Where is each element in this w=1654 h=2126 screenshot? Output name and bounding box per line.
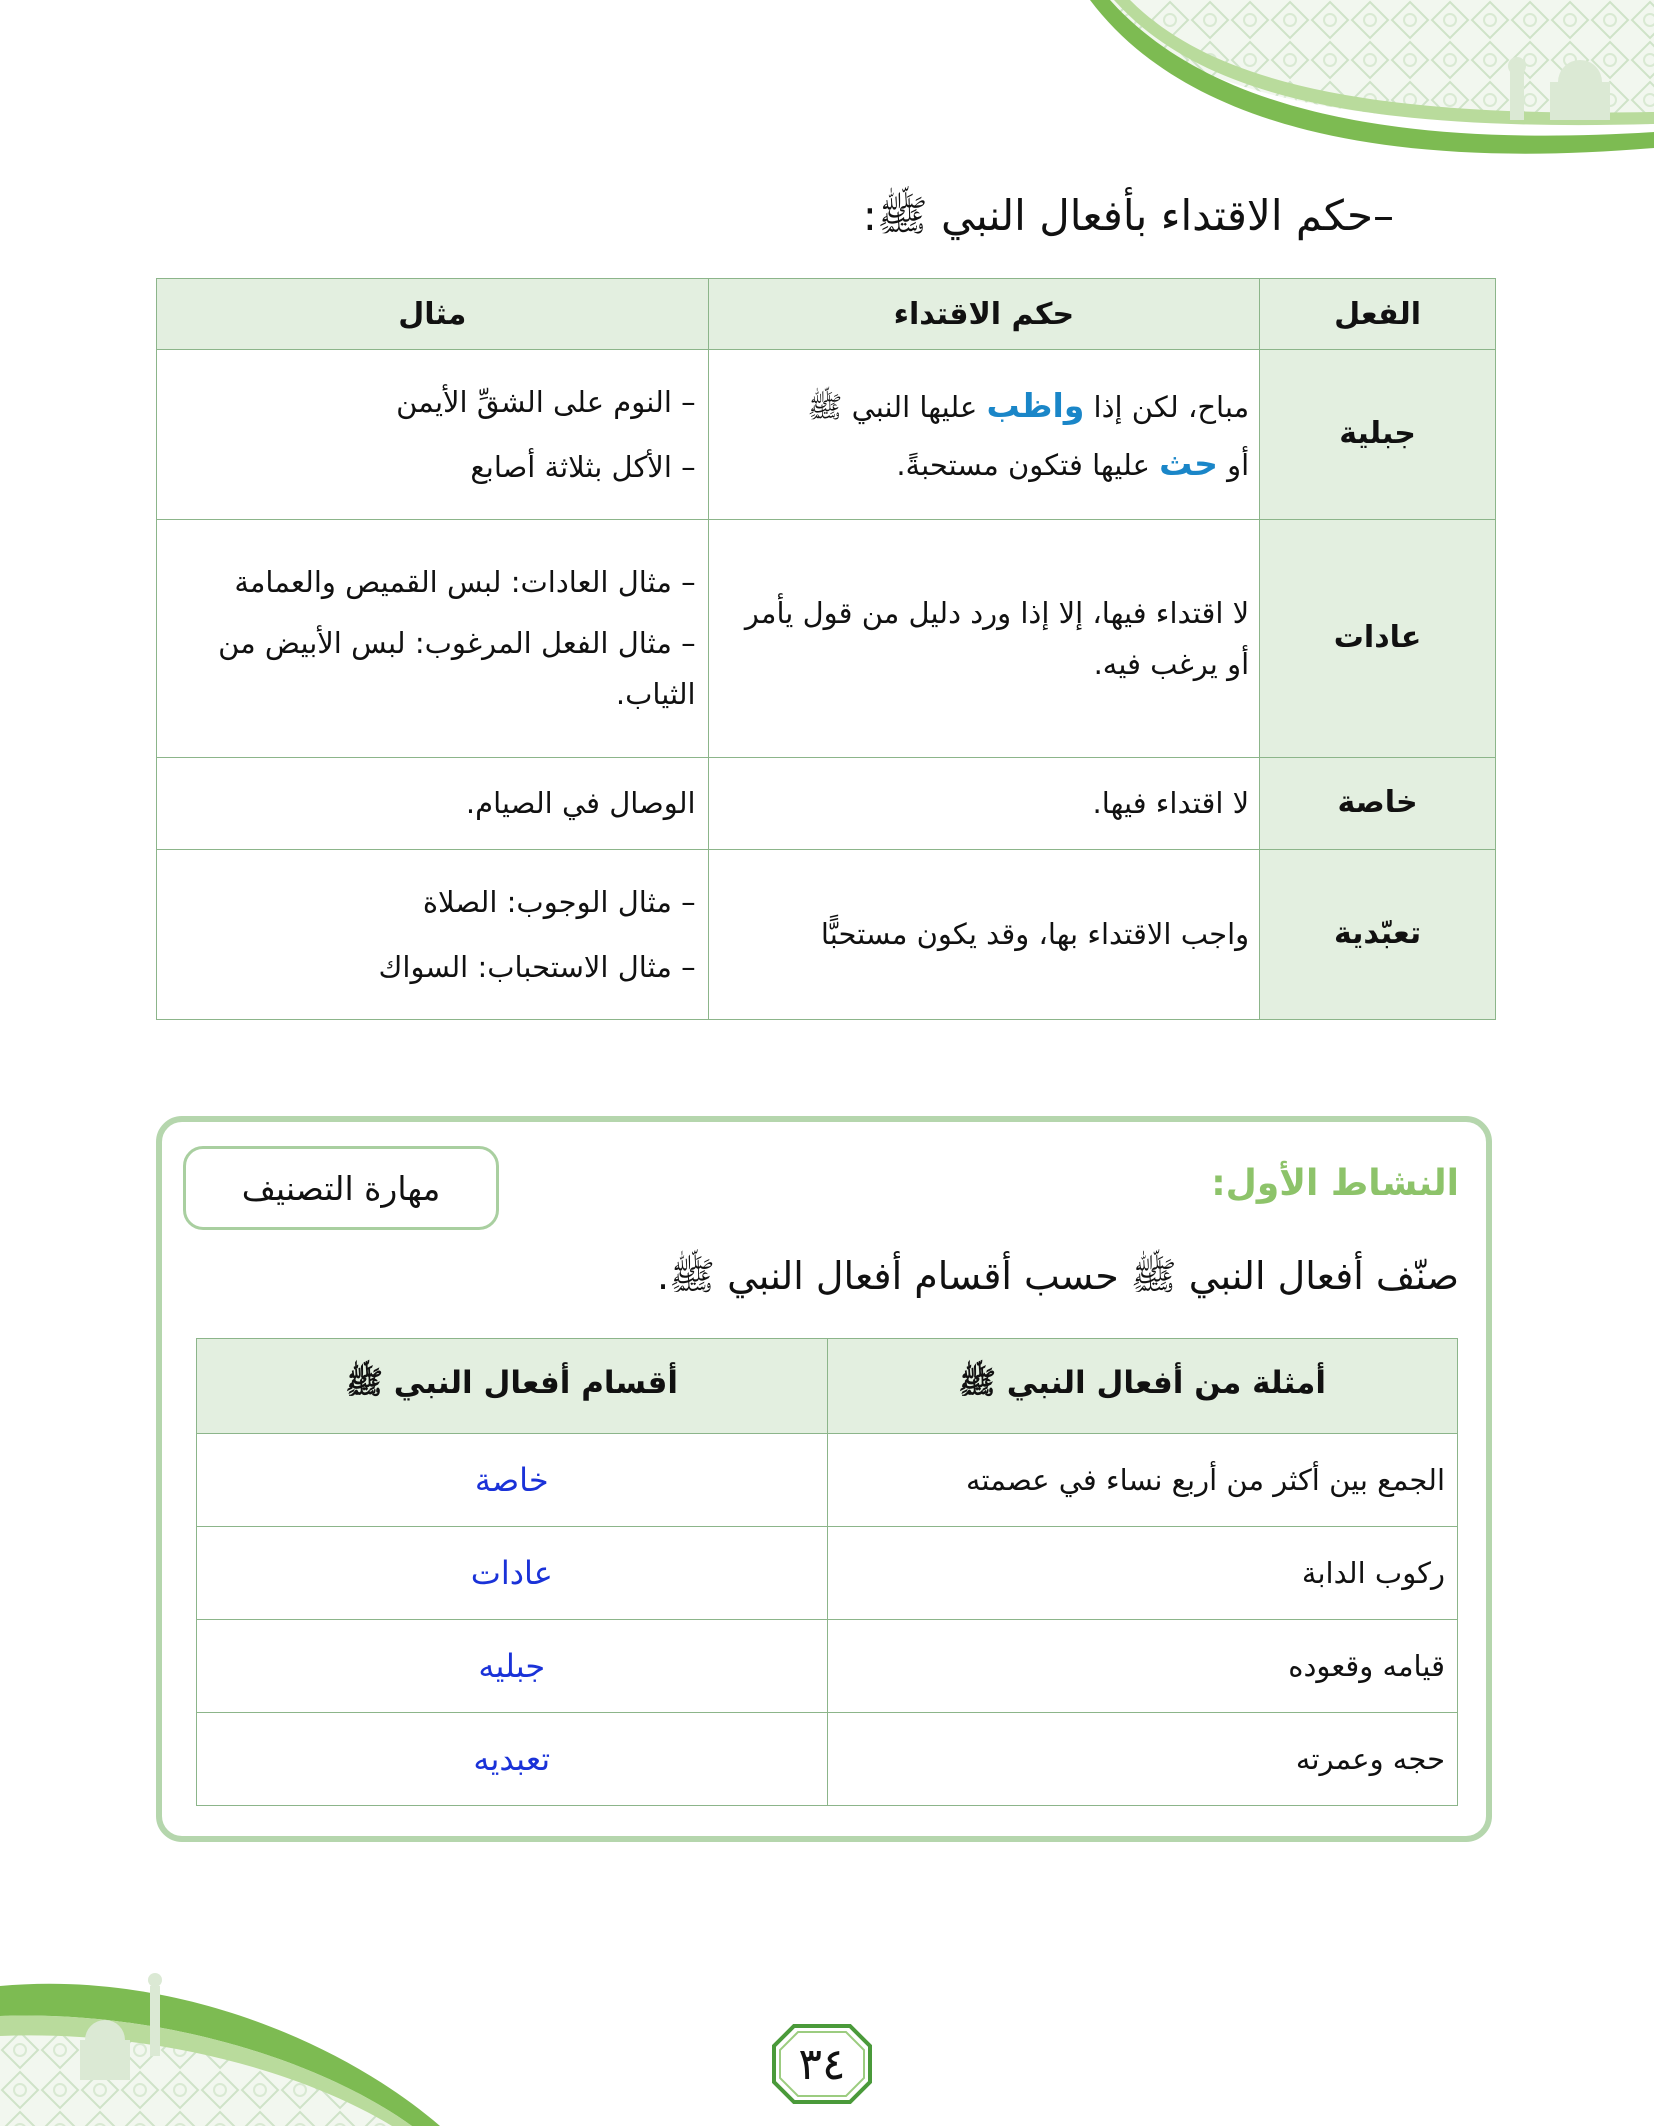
table-row <box>157 520 1496 758</box>
classify-table <box>196 1338 1458 1806</box>
example-cell: الجمع بين أكثر من أربع نساء في عصمته <box>827 1434 1458 1527</box>
section-heading: –حكم الاقتداء بأفعال النبي ﷺ: <box>862 191 1394 240</box>
activity-title: النشاط الأول: <box>1211 1163 1459 1204</box>
header-examples: أمثلة من أفعال النبي ﷺ <box>827 1339 1458 1434</box>
table-row <box>197 1620 1458 1713</box>
header-example: مثال <box>157 279 709 350</box>
table-row <box>157 850 1496 1020</box>
act-cell: خاصة <box>1260 758 1496 850</box>
example-cell <box>157 350 709 520</box>
skill-badge: مهارة التصنيف <box>183 1146 499 1230</box>
example-cell <box>157 850 709 1020</box>
answer-cell[interactable]: تعبديه <box>197 1713 828 1806</box>
answer-cell[interactable]: عادات <box>197 1527 828 1620</box>
example-cell: قيامه وقعوده <box>827 1620 1458 1713</box>
highlight-word: واظب <box>986 385 1085 425</box>
ruling-text: عليها فتكون مستحبةً. <box>896 447 1160 482</box>
example-item: – الأكل بثلاثة أصابع <box>470 449 696 484</box>
example-item: – مثال الاستحباب: السواك <box>378 949 696 984</box>
ruling-cell: واجب الاقتداء بها، وقد يكون مستحبًّا <box>708 850 1260 1020</box>
ruling-text: مباح، لكن إذا <box>1084 389 1250 424</box>
act-cell: جبلية <box>1260 350 1496 520</box>
act-cell: عادات <box>1260 520 1496 758</box>
example-cell <box>157 758 709 850</box>
header-ruling: حكم الاقتداء <box>708 279 1260 350</box>
classify-table-header <box>197 1339 1458 1434</box>
page-number: ٣٤ <box>798 2038 846 2090</box>
example-item: – النوم على الشقِّ الأيمن <box>396 384 696 419</box>
header-act: الفعل <box>1260 279 1496 350</box>
corner-ornament-top-right <box>1070 0 1654 160</box>
ruling-text: عليها النبي ﷺ <box>807 389 987 424</box>
corner-ornament-bottom-left <box>0 1950 440 2126</box>
table-row <box>157 350 1496 520</box>
table-row <box>157 758 1496 850</box>
highlight-word: حث <box>1159 443 1218 483</box>
ruling-cell <box>708 350 1260 520</box>
activity-instruction: صنّف أفعال النبي ﷺ حسب أقسام أفعال النبي ﷺ. <box>657 1254 1459 1298</box>
table-row <box>197 1434 1458 1527</box>
ruling-cell: لا اقتداء فيها. <box>708 758 1260 850</box>
act-cell: تعبّدية <box>1260 850 1496 1020</box>
answer-cell[interactable]: جبليه <box>197 1620 828 1713</box>
ruling-cell: لا اقتداء فيها، إلا إذا ورد دليل من قول يأمر أو يرغب فيه. <box>708 520 1260 758</box>
answer-cell[interactable]: خاصة <box>197 1434 828 1527</box>
example-cell: حجه وعمرته <box>827 1713 1458 1806</box>
ruling-text: أو <box>1217 447 1250 482</box>
example-cell <box>157 520 709 758</box>
example-item: – مثال الفعل المرغوب: لبس الأبيض من الثياب. <box>218 626 696 711</box>
example-item: الوصال في الصيام. <box>465 786 696 821</box>
rules-table <box>156 278 1496 1020</box>
rules-table-header <box>157 279 1496 350</box>
table-row <box>197 1713 1458 1806</box>
page-number-badge <box>770 2022 874 2106</box>
example-item: – مثال الوجوب: الصلاة <box>422 884 696 919</box>
header-categories: أقسام أفعال النبي ﷺ <box>197 1339 828 1434</box>
example-item: – مثال العادات: لبس القميص والعمامة <box>234 565 696 600</box>
table-row <box>197 1527 1458 1620</box>
example-cell: ركوب الدابة <box>827 1527 1458 1620</box>
